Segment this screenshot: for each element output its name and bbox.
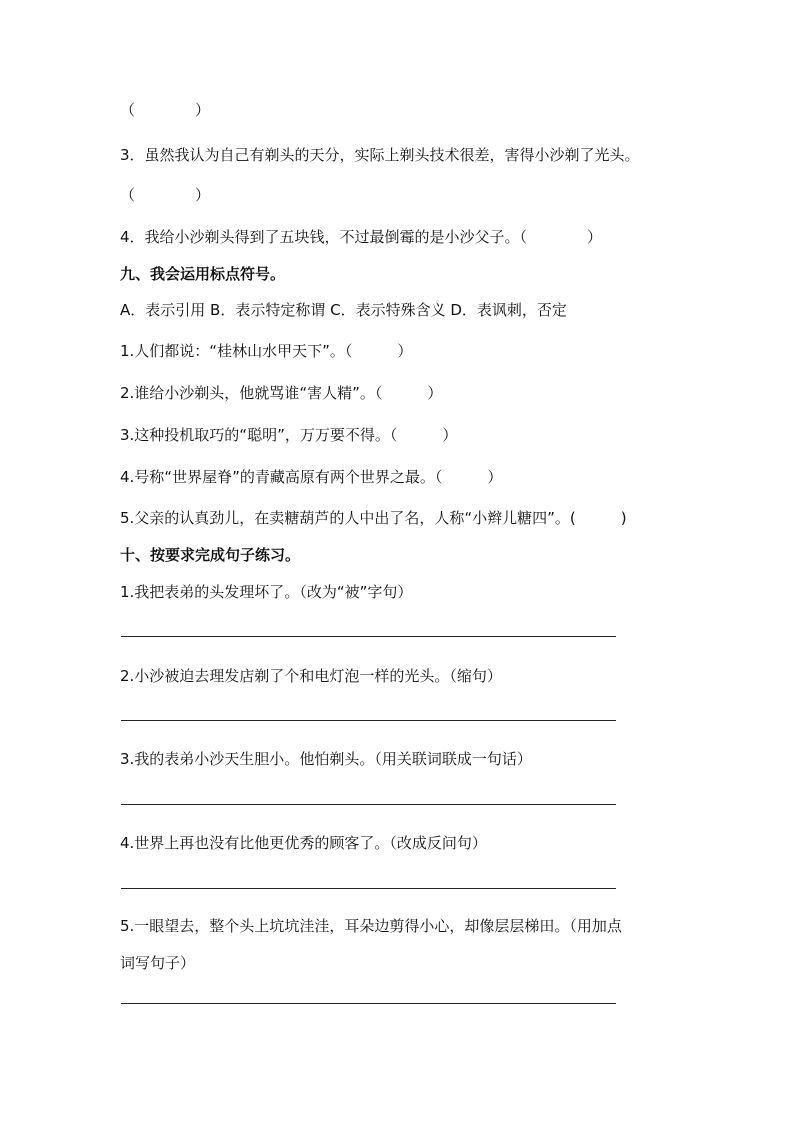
- punctuation-question-3: 3.这种投机取巧的“聪明”，万万要不得。（ ）: [120, 426, 458, 444]
- answer-line-5[interactable]: [121, 1003, 616, 1004]
- question-3: 3．虽然我认为自己有剃头的天分，实际上剃头技术很差，害得小沙剃了光头。: [120, 146, 640, 164]
- punctuation-question-4: 4.号称“世界屋脊”的青藏高原有两个世界之最。（ ）: [120, 468, 503, 486]
- answer-line-2[interactable]: [121, 720, 616, 721]
- answer-blank[interactable]: （ ）: [120, 186, 211, 204]
- section-heading-9: 九、我会运用标点符号。: [120, 265, 286, 283]
- section-heading-10: 十、按要求完成句子练习。: [120, 546, 301, 564]
- sentence-question-5: 5.一眼望去，整个头上坑坑洼洼，耳朵边剪得小心，却像层层梯田。（用加点: [120, 917, 622, 935]
- sentence-question-4: 4.世界上再也没有比他更优秀的顾客了。（改成反问句）: [120, 834, 487, 852]
- punctuation-options: A．表示引用 B．表示特定称谓 C．表示特殊含义 D．表讽刺，否定: [120, 301, 567, 319]
- sentence-question-5-continued: 词写句子）: [120, 954, 196, 972]
- answer-line-3[interactable]: [121, 804, 616, 805]
- sentence-question-1: 1.我把表弟的头发理坏了。（改为“被”字句）: [120, 583, 413, 601]
- punctuation-question-1: 1.人们都说：“桂林山水甲天下”。（ ）: [120, 342, 413, 360]
- question-4: 4．我给小沙剃头得到了五块钱，不过最倒霉的是小沙父子。（ ）: [120, 228, 603, 246]
- answer-line-4[interactable]: [121, 888, 616, 889]
- answer-line-1[interactable]: [121, 636, 616, 637]
- sentence-question-3: 3.我的表弟小沙天生胆小。他怕剃头。（用关联词联成一句话）: [120, 750, 532, 768]
- punctuation-question-5: 5.父亲的认真劲儿，在卖糖葫芦的人中出了名，人称“小辫儿糖四”。( ): [120, 509, 627, 527]
- sentence-question-2: 2.小沙被迫去理发店剃了个和电灯泡一样的光头。（缩句）: [120, 667, 502, 685]
- punctuation-question-2: 2.谁给小沙剃头，他就骂谁“害人精”。（ ）: [120, 384, 443, 402]
- answer-blank[interactable]: （ ）: [120, 101, 211, 119]
